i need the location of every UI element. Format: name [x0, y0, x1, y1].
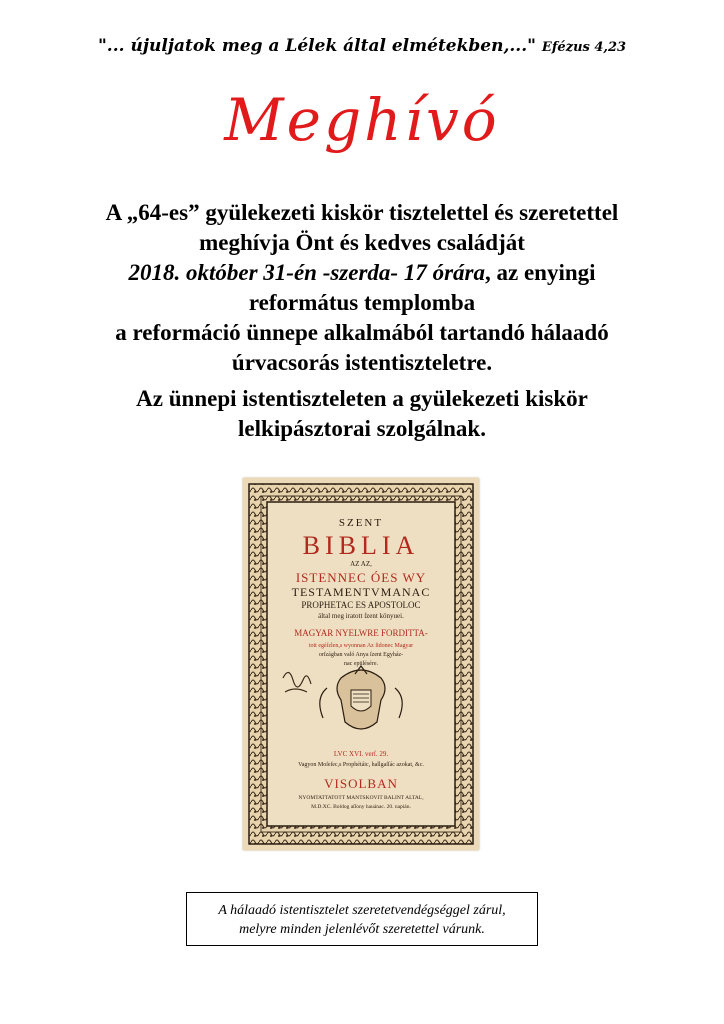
bible-line-14: VISOLBAN	[324, 776, 398, 791]
bible-line-10: orſzágban való Anya ſzent Egyház-	[318, 652, 404, 658]
invitation-date: 2018. október 31-én -szerda- 17 órára	[128, 260, 485, 285]
closing-line-2: melyre minden jelenlévőt szeretettel várunk.	[239, 922, 485, 937]
invitation-line-1: A „64-es” gyülekezeti kiskör tisztelettel és szeretettel	[105, 200, 619, 225]
invitation-text	[20, 198, 704, 444]
bible-line-5: TESTAMENTVMANAC	[291, 585, 431, 599]
bible-line-16: M.D.XC. Boldog aſſony hauánac. 20. napián.	[311, 804, 411, 810]
motto	[0, 36, 724, 56]
bible-line-11: nac epülésére.	[344, 661, 378, 667]
invitation-date-suffix: , az enyingi	[484, 260, 596, 285]
bible-line-1: SZENT	[338, 517, 384, 529]
bible-line-12: LVC XVI. verſ. 29.	[333, 750, 389, 758]
bible-line-2: BIBLIA	[302, 531, 420, 560]
bible-title-page-svg	[243, 478, 479, 850]
bible-line-4: ISTENNEC ÓES WY	[295, 570, 427, 585]
page-title: Meghívó	[224, 86, 500, 154]
invitation-line-2: meghívja Önt és kedves családját	[199, 230, 525, 255]
invitation-line-5: a reformáció ünnepe alkalmából tartandó hálaadó	[115, 320, 609, 345]
bible-line-3: AZ AZ,	[350, 560, 372, 568]
closing-line-1: A hálaadó istentisztelet szeretetvendégséggel zárul,	[218, 903, 506, 918]
invitation-line-7: Az ünnepi istentiszteleten a gyülekezeti kiskör	[136, 386, 588, 411]
invitation-line-4: református templomba	[248, 290, 476, 315]
motto-text: "... újuljatok meg a Lélek által elmétekben,..."	[97, 36, 536, 56]
bible-title-page-image	[243, 478, 479, 850]
bible-line-9: tott egéſzlen,s wyonnan Az ſidonec Magyar	[308, 643, 414, 649]
bible-line-13: Vagyon Moſeſec,s Prophétáic, hallgaſſác azokat, &c.	[298, 762, 424, 768]
motto-reference: Efézus 4,23	[541, 40, 627, 55]
invitation-line-8: lelkipásztorai szolgálnak.	[238, 416, 486, 441]
bible-line-8: MAGYAR NYELWRE FORDITTA-	[294, 628, 428, 638]
bible-line-7: által meg iratott ſzent könyuei.	[318, 612, 404, 620]
closing-note-box	[186, 892, 538, 946]
invitation-date-line	[20, 258, 704, 288]
bible-line-15: NYOMTATTATOTT MANTSKOVIT BALINT ALTAL,	[298, 795, 424, 801]
bible-line-6: PROPHETAC ES APOSTOLOC	[301, 600, 421, 610]
invitation-line-6: úrvacsorás istentiszteletre.	[231, 350, 493, 375]
